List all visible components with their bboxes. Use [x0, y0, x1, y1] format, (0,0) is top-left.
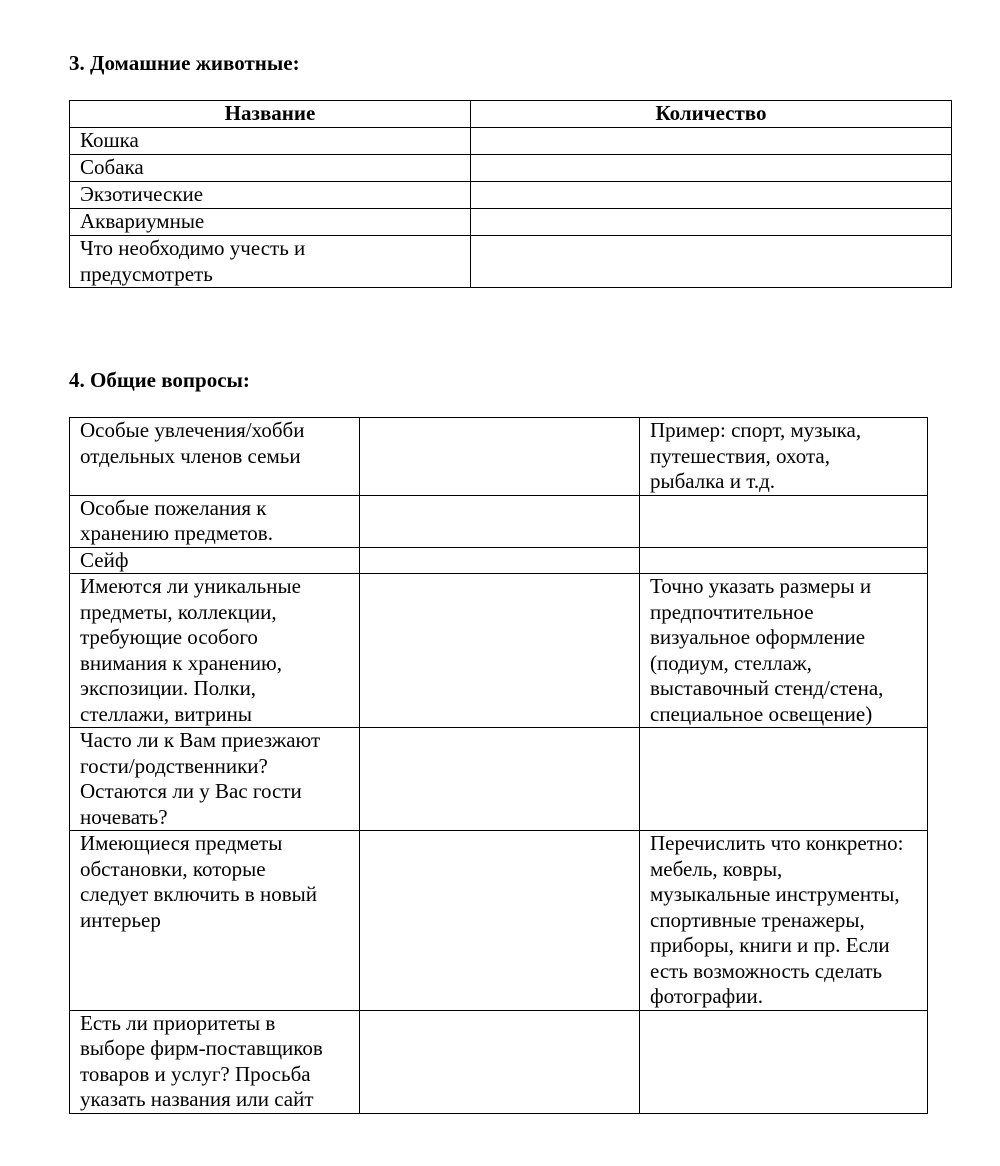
pet-name-cell: Экзотические — [70, 182, 471, 209]
question-cell: Имеются ли уникальные предметы, коллекции, требующие особого внимания к хранению, экспозиции. Полки, стеллажи, витрины — [70, 574, 360, 728]
question-cell: Особые пожелания к хранению предметов. — [70, 495, 360, 547]
question-row-furnishings — [70, 831, 928, 1011]
answer-cell[interactable] — [360, 1010, 640, 1113]
question-cell: Особые увлечения/хобби отдельных членов семьи — [70, 418, 360, 496]
answer-cell[interactable] — [360, 728, 640, 831]
question-row-guests — [70, 728, 928, 831]
answer-cell[interactable] — [360, 495, 640, 547]
pet-count-cell[interactable] — [471, 155, 952, 182]
note-cell — [640, 728, 928, 831]
question-row-collections — [70, 574, 928, 728]
general-questions-table — [69, 417, 928, 1114]
pet-count-cell[interactable] — [471, 209, 952, 236]
note-cell: Пример: спорт, музыка, путешествия, охота, рыбалка и т.д. — [640, 418, 928, 496]
question-cell: Часто ли к Вам приезжают гости/родственники? Остаются ли у Вас гости ночевать? — [70, 728, 360, 831]
pets-row-cat — [70, 128, 952, 155]
answer-cell[interactable] — [360, 831, 640, 1011]
question-cell: Сейф — [70, 547, 360, 574]
pet-count-cell[interactable] — [471, 182, 952, 209]
pets-row-considerations — [70, 236, 952, 288]
pets-row-aquarium — [70, 209, 952, 236]
question-row-suppliers — [70, 1010, 928, 1113]
pet-count-cell[interactable] — [471, 128, 952, 155]
column-header-name: Название — [70, 101, 471, 128]
pet-name-cell: Что необходимо учесть и предусмотреть — [70, 236, 471, 288]
pets-table — [69, 100, 952, 288]
pet-count-cell[interactable] — [471, 236, 952, 288]
answer-cell[interactable] — [360, 574, 640, 728]
question-row-safe — [70, 547, 928, 574]
note-cell: Точно указать размеры и предпочтительное визуальное оформление (подиум, стеллаж, выставочный стенд/стена, специальное освещение) — [640, 574, 928, 728]
question-row-hobbies — [70, 418, 928, 496]
question-row-storage — [70, 495, 928, 547]
note-cell — [640, 547, 928, 574]
pets-row-dog — [70, 155, 952, 182]
note-cell: Перечислить что конкретно: мебель, ковры, музыкальные инструменты, спортивные тренажеры, приборы, книги и пр. Если есть возможность сделать фотографии. — [640, 831, 928, 1011]
section-3-heading: 3. Домашние животные: — [69, 51, 300, 75]
answer-cell[interactable] — [360, 418, 640, 496]
pets-table-header — [70, 101, 952, 128]
pets-row-exotic — [70, 182, 952, 209]
note-cell — [640, 495, 928, 547]
question-cell: Имеющиеся предметы обстановки, которые следует включить в новый интерьер — [70, 831, 360, 1011]
pet-name-cell: Аквариумные — [70, 209, 471, 236]
pet-name-cell: Кошка — [70, 128, 471, 155]
note-cell — [640, 1010, 928, 1113]
answer-cell[interactable] — [360, 547, 640, 574]
pet-name-cell: Собака — [70, 155, 471, 182]
section-4-heading: 4. Общие вопросы: — [69, 368, 250, 392]
question-cell: Есть ли приоритеты в выборе фирм-поставщиков товаров и услуг? Просьба указать названия или сайт — [70, 1010, 360, 1113]
column-header-count: Количество — [471, 101, 952, 128]
